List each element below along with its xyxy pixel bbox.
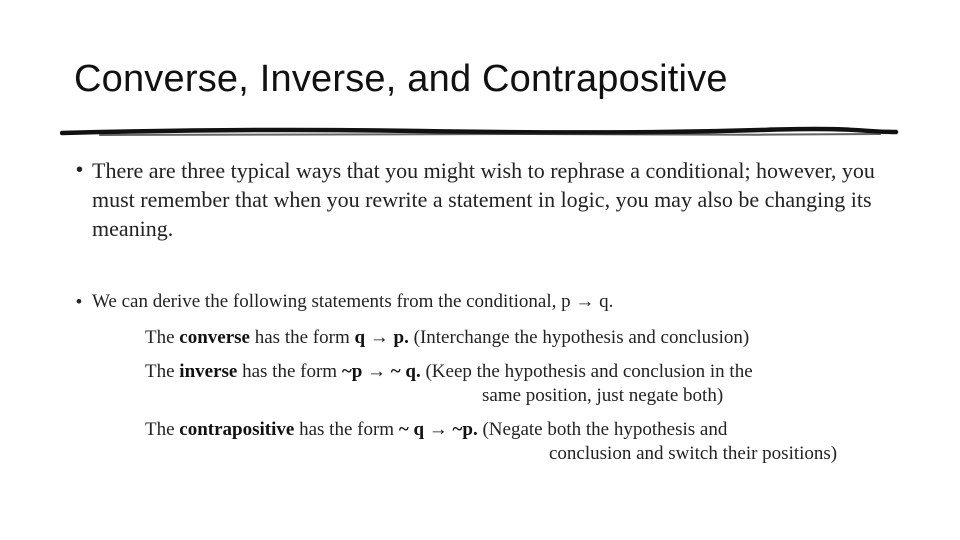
form-formula: q → p. <box>354 327 409 348</box>
contrapositive-note-continuation: conclusion and switch their positions) <box>549 443 838 464</box>
form-prefix: The <box>145 419 175 440</box>
form-formula: ~ q → ~p. <box>398 419 478 440</box>
contrapositive-line <box>145 418 727 441</box>
form-term: contrapositive <box>179 419 295 440</box>
form-note: (Interchange the hypothesis and conclusion) <box>413 327 750 348</box>
bullet-text: We can derive the following statements from the conditional, p → q. <box>92 291 614 312</box>
bullet-marker: • <box>76 292 82 311</box>
form-prefix: The <box>145 361 175 382</box>
form-term: inverse <box>179 361 238 382</box>
form-formula: ~p → ~ q. <box>341 361 421 382</box>
form-prefix: The <box>145 327 175 348</box>
form-mid: has the form <box>242 361 338 382</box>
form-mid: has the form <box>299 419 395 440</box>
slide-title: Converse, Inverse, and Contrapositive <box>74 58 728 100</box>
inverse-line <box>145 360 753 383</box>
bullet-marker: • <box>76 159 84 181</box>
form-note: (Keep the hypothesis and conclusion in the <box>425 361 753 382</box>
form-note: (Negate both the hypothesis and <box>482 419 728 440</box>
converse-line <box>145 326 749 349</box>
inverse-note-continuation: same position, just negate both) <box>482 385 724 406</box>
bullet-text: There are three typical ways that you might wish to rephrase a conditional; however, you must remember that when you rewrite a statement in logic, you may also be changing its meaning. <box>92 158 875 241</box>
form-mid: has the form <box>254 327 350 348</box>
title-divider <box>60 124 900 140</box>
form-term: converse <box>179 327 250 348</box>
